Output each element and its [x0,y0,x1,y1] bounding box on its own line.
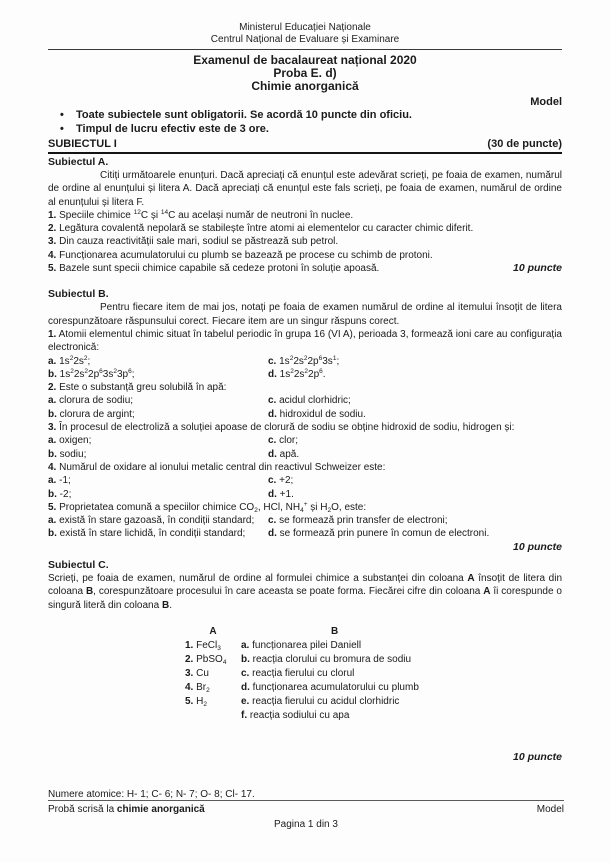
matching-table [185,625,562,723]
subject1-points: (30 de puncte) [487,138,562,150]
bullet-icon: • [60,109,64,121]
table-row: 5. $H_2$ e. reacția fierului cu acidul clorhidric [185,695,400,708]
question-1: 1. Atomii elementul chimic situat în tabelul periodic în grupa 16 (VI A), perioada 3, formează ioni care au configurația electronică: [48,328,562,354]
ministry-name: Ministerul Educației Naționale [239,22,371,33]
model-label: Model [530,96,562,108]
sectionA-heading: Subiectul A. [48,156,109,168]
question-3-options [48,434,562,461]
option-4a: a. -1; [48,475,71,487]
evaluation-center-name: Centrul Național de Evaluare și Examinare [210,34,400,45]
option-5c: c. se formează prin transfer de electroni; [268,515,448,527]
subject1-title: SUBIECTUL I [48,138,117,150]
question-3: 3. În procesul de electroliză a soluției apoase de clorură de sodiu se obține hidroxid de sodiu, hidrogen și: [48,422,515,434]
footer-model-label: Model [536,804,564,815]
statement-5: 5. Bazele sunt specii chimice capabile să cedeze protoni în soluție apoasă. 10 puncte [48,262,562,275]
option-3d: d. apă. [268,448,300,460]
table-row: f. reacția sodiului cu apa [241,709,350,721]
option-4d: d. +1. [268,488,294,500]
option-5d: d. se formează prin punere în comun de electroni. [268,528,490,540]
sectionC-intro: Scrieți, pe foaia de examen, numărul de ordine al formulei chimice a substanței din coloana A însoțit de litera din coloana B, corespunzătoare procesului în care aceasta se poate forma. Fiecărei cifre din coloana A îi corespunde o singură literă din coloana B. [48,573,562,611]
notice-mandatory-text: Toate subiectele sunt obligatorii. Se acordă 10 puncte din oficiu. [76,109,412,121]
option-4b: b. -2; [48,488,72,500]
notice-time [48,123,562,137]
statement-1: 1. Speciile chimice $^{12}$C și $^{14}$C au același număr de neutroni în nuclee. [48,208,354,221]
sectionB-points: 10 puncte [512,540,562,553]
page-footer [48,800,564,831]
atomic-numbers-note: Numere atomice: H- 1; C- 6; N- 7; O- 8; Cl- 17. [48,789,255,801]
question-5-options [48,514,562,541]
option-2a: a. clorura de sodiu; [48,395,134,407]
exam-subject: Chimie anorganică [251,79,359,93]
table-row: 1. FeCl$_3$ a. funcționarea pilei Daniell [185,639,362,652]
option-3c: c. clor; [268,435,299,447]
option-2b: b. clorura de argint; [48,408,135,420]
sectionC-heading: Subiectul C. [48,559,109,572]
table-row: 2. PbSO$_4$ b. reacția clorului cu bromura de sodiu [185,653,412,666]
sectionB-heading: Subiectul B. [48,288,109,301]
option-2c: c. acidul clorhidric; [268,395,351,407]
columnB-header: B [331,625,339,637]
option-1b: b. $1s^22s^22p^63s^23p^6$; [48,367,135,380]
question-4: 4. Numărul de oxidare al ionului metalic central din reactivul Schweizer este: [48,461,386,473]
statement-4: 4. Funcționarea acumulatorului cu plumb se bazează pe procese cu schimb de protoni. [48,249,433,261]
question-2-options [48,394,562,421]
notice-time-text: Timpul de lucru efectiv este de 3 ore. [76,122,269,135]
exam-title: Examenul de bacalaureat național 2020 [193,53,417,67]
notice-mandatory [48,109,562,123]
header-divider [48,49,562,50]
question-4-options [48,474,562,501]
option-3a: a. oxigen; [48,435,92,447]
table-row: 4. $Br_2$ d. funcționarea acumulatorului cu plumb [185,681,419,694]
statement-2: 2. Legătura covalentă nepolară se stabilește între atomi ai elementelor cu caracter chimic diferit. [48,223,474,235]
exam-proba: Proba E. d) [273,66,337,80]
option-4c: c. +2; [268,475,294,487]
option-2d: d. hidroxidul de sodiu. [268,408,366,420]
option-1a: a. $1s^22s^2$; [48,354,91,367]
matching-table-header [185,625,562,639]
sectionB-intro: Pentru fiecare item de mai jos, notați pe foaia de examen numărul de ordine al itemului însoțit de litera corespunzătoare răspunsului corect. Fiecare item are un singur răspuns corect. [48,302,562,327]
statement-3: 3. Din cauza reactivității sale mari, sodiul se păstrează sub petrol. [48,236,339,248]
subject1-band [48,137,562,154]
sectionA-intro: Citiți următoarele enunțuri. Dacă apreciați că enunțul este adevărat scrieți, pe foaia de examen, numărul de ordine al enunțului și litera A. Dacă apreciați că enunțul este fals scrieți, pe foaia de examen, numărul de ordine al enunțului și litera F. [48,170,562,208]
columnA-header: A [209,625,217,637]
page-number: Pagina 1 din 3 [274,819,338,830]
question-5: 5. Proprietatea comună a speciilor chimice $CO_2$, HCl, $NH_4^+$ și $H_2O$, este: [48,500,367,514]
question-1-options [48,355,562,382]
footer-left: Probă scrisă la chimie anorganică [48,804,205,815]
option-1c: c. $1s^22s^22p^63s^1$; [268,354,340,367]
table-row: 3. Cu c. reacția fierului cu clorul [185,667,355,679]
option-1d: d. $1s^22s^22p^6$. [268,367,326,380]
option-5b: b. există în stare lichidă, în condiții standard; [48,528,246,540]
option-5a: a. există în stare gazoasă, în condiții standard; [48,515,255,527]
bullet-icon: • [60,122,64,135]
option-3b: b. sodiu; [48,448,87,460]
sectionA-points: 10 puncte [512,262,562,275]
sectionC-points: 10 puncte [512,750,562,763]
question-2: 2. Este o substanță greu solubilă în apă: [48,382,227,394]
